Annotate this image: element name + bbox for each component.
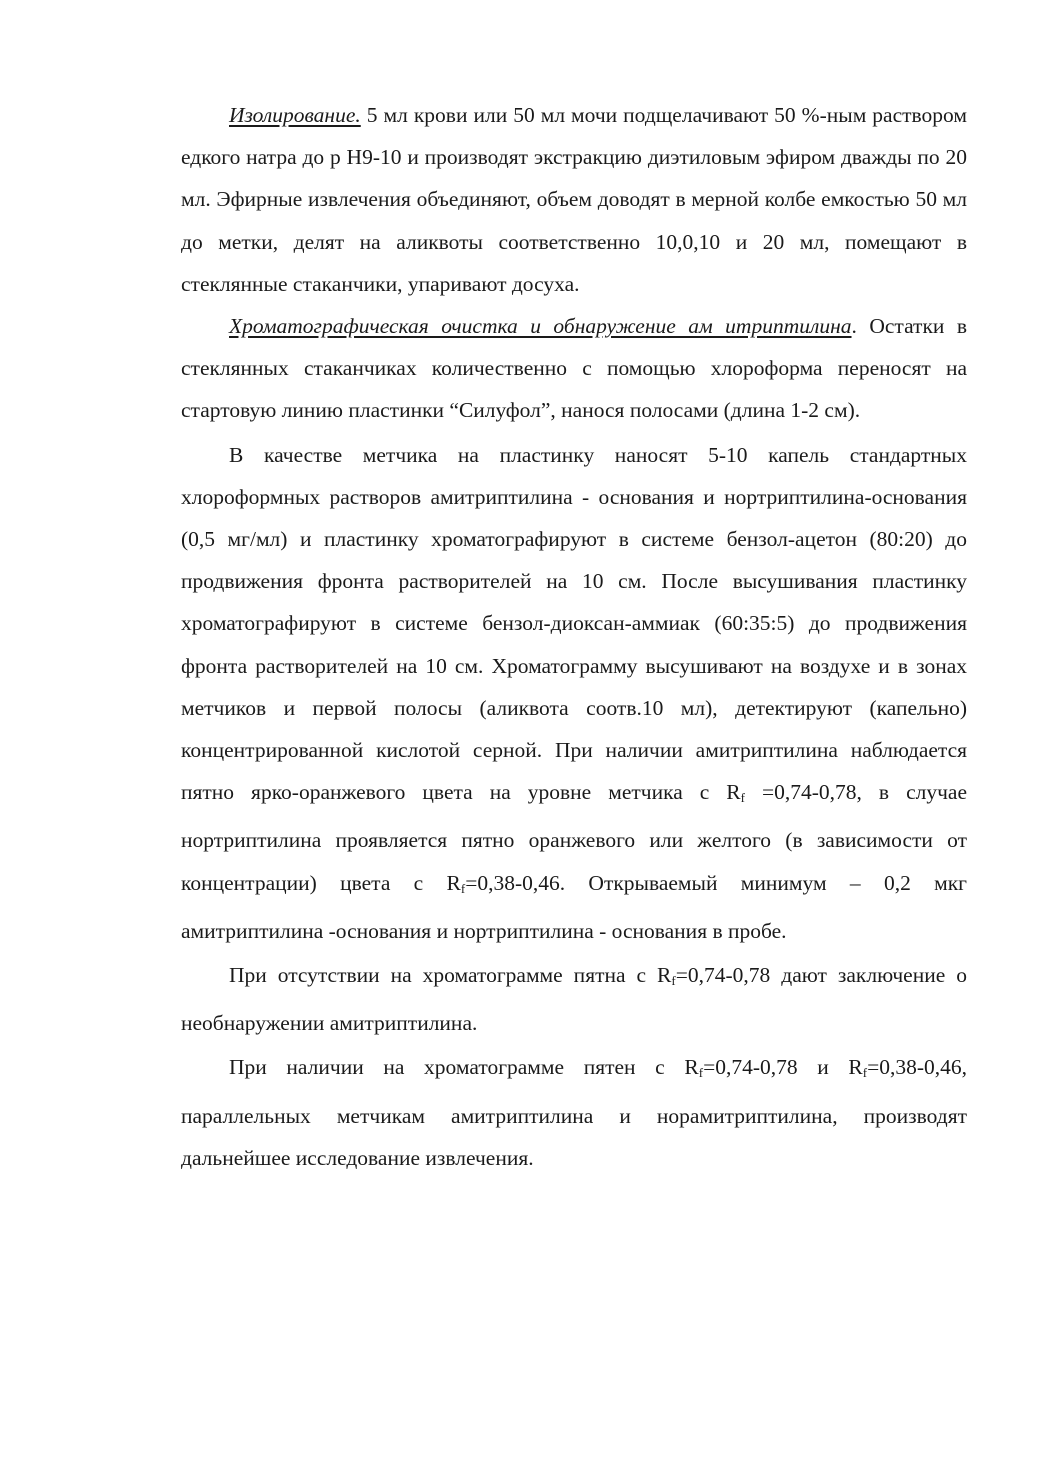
rf-subscript: f bbox=[671, 973, 676, 989]
paragraph-marker-procedure bbox=[181, 434, 967, 952]
paragraph-absence-text-1: При отсутствии на хроматограмме пятна с R bbox=[229, 963, 672, 988]
paragraph-marker-text-3: =0,38-0,46. Открываемый минимум – 0,2 мкг амитриптилина -основания и нортриптилина - основания в пробе. bbox=[181, 870, 967, 943]
heading-chromatographic-cleanup: Хроматографическая очистка и обнаружение ам итриптилина bbox=[229, 314, 852, 339]
paragraph-absence-conclusion bbox=[181, 954, 967, 1044]
rf-subscript: f bbox=[862, 1065, 868, 1081]
paragraph-presence-text-3: =0,38-0,46, параллельных метчикам амитриптилина и норамитриптилина, производят дальнейшее исследование извлечения. bbox=[181, 1055, 967, 1170]
paragraph-presence-text-2: =0,74-0,78 и R bbox=[703, 1055, 863, 1080]
paragraph-isolation bbox=[181, 94, 967, 305]
paragraph-chromatographic-cleanup bbox=[181, 305, 967, 432]
rf-subscript: f bbox=[698, 1065, 704, 1081]
paragraph-presence-conclusion bbox=[181, 1046, 967, 1179]
paragraph-absence-text-2: =0,74-0,78 дают заключение о необнаружении амитриптилина. bbox=[181, 963, 967, 1036]
document-body bbox=[181, 94, 967, 1179]
paragraph-presence-text-1: При наличии на хроматограмме пятен с R bbox=[229, 1055, 699, 1080]
rf-subscript: f bbox=[740, 790, 745, 806]
paragraph-isolation-text: 5 мл крови или 50 мл мочи подщелачивают 50 %-ным раствором едкого натра до р Н9-10 и производят экстракцию диэтиловым эфиром дважды по 20 мл. Эфирные извлечения объединяют, объем доводят в мерной колбе емкостью 50 мл до метки, делят на аликвоты соответственно 10,0,10 и 20 мл, помещают в стеклянные стаканчики, упаривают досуха. bbox=[181, 103, 967, 296]
paragraph-marker-text-2: =0,74-0,78, в случае нортриптилина проявляется пятно оранжевого или желтого (в зависимости от концентрации) цвета с R bbox=[181, 780, 967, 895]
heading-isolation: Изолирование. bbox=[229, 103, 361, 127]
rf-subscript: f bbox=[460, 880, 466, 896]
paragraph-marker-text-1: В качестве метчика на пластинку наносят 5-10 капель стандартных хлороформных растворов амитриптилина - основания и нортриптилина-основания (0,5 мг/мл) и пластинку хроматографируют в системе бензол-ацетон (80:20) до продвижения фронта растворителей на 10 см. После высушивания пластинку хроматографируют в системе бензол-диоксан-аммиак (60:35:5) до продвижения фронта растворителей на 10 см. Хроматограмму высушивают на воздухе и в зонах метчиков и первой полосы (аликвота соотв.10 мл), детектируют (капельно) концентрированной кислотой серной. При наличии амитриптилина наблюдается пятно ярко-оранжевого цвета на уровне метчика с R bbox=[181, 442, 967, 805]
paragraph-chromatographic-cleanup-text: . Остатки в стеклянных стаканчиках количественно с помощью хлороформа переносят на стартовую линию пластинки “Силуфол”, нанося полосами (длина 1-2 см). bbox=[181, 314, 967, 423]
